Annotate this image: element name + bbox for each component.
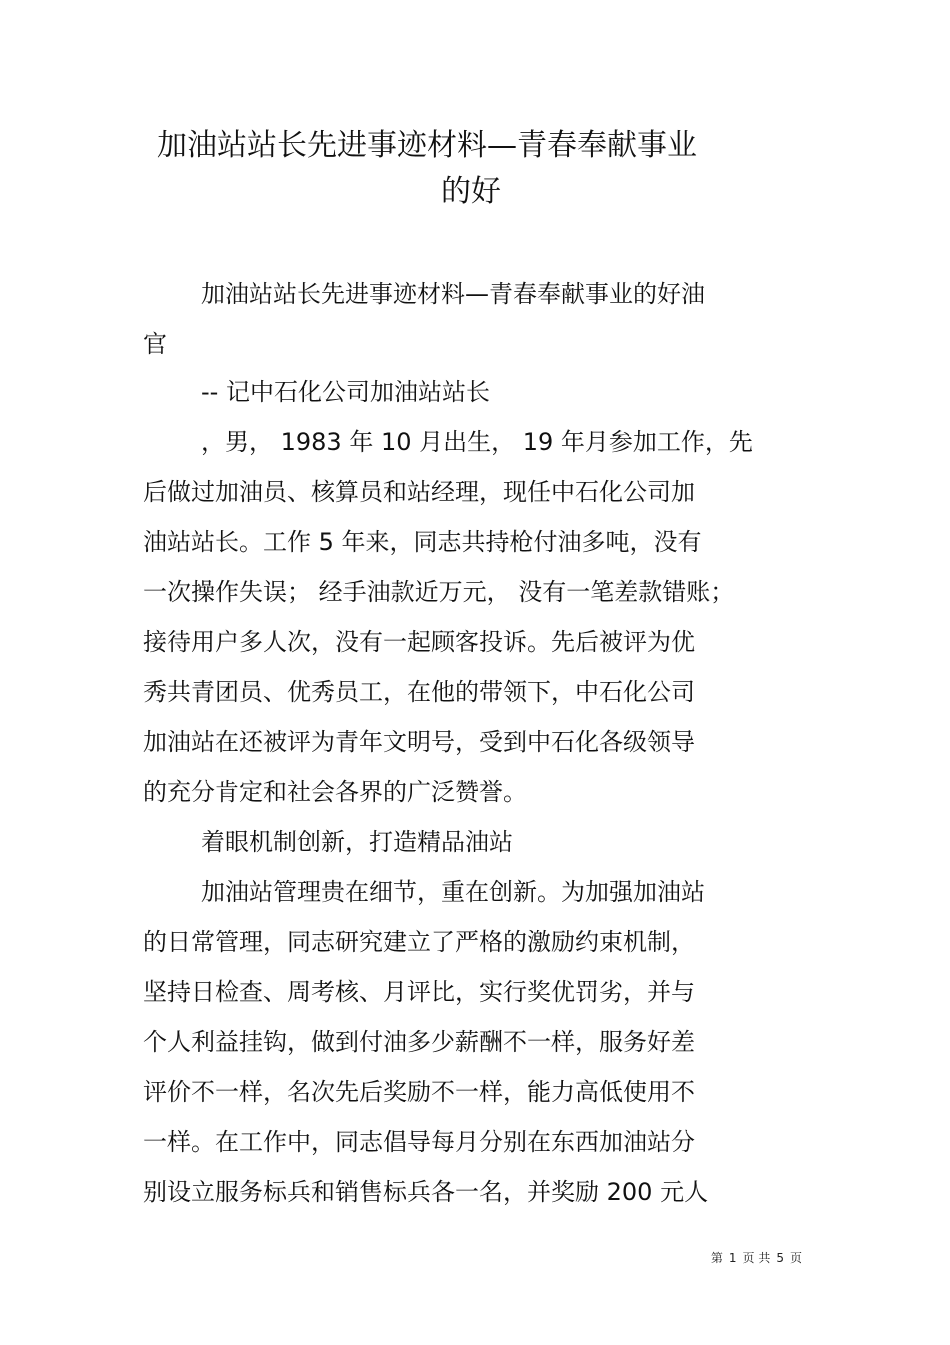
body-line-11: 的充分肯定和社会各界的广泛赞誉。 — [143, 778, 527, 806]
body-line-17: 评价不一样，名次先后奖励不一样，能力高低使用不 — [143, 1078, 695, 1106]
body-line-15: 坚持日检查、周考核、月评比，实行奖优罚劣，并与 — [143, 978, 695, 1006]
body-line-16: 个人利益挂钩，做到付油多少薪酬不一样，服务好差 — [143, 1028, 695, 1056]
footer-total-pages: 5 — [776, 1251, 784, 1265]
body-line-7: 一次操作失误； 经手油款近万元， 没有一笔差款错账； — [143, 578, 735, 606]
footer-suffix: 页 — [789, 1251, 802, 1265]
body-line-9: 秀共青团员、优秀员工，在他的带领下，中石化公司 — [143, 678, 695, 706]
body-line-19: 别设立服务标兵和销售标兵各一名，并奖励 200 元人 — [143, 1178, 709, 1206]
page-footer — [708, 1250, 805, 1266]
body-line-6: 油站站长。工作 5 年来，同志共持枪付油多吨，没有 — [143, 528, 702, 556]
body-line-18: 一样。在工作中，同志倡导每月分别在东西加油站分 — [143, 1128, 695, 1156]
body-line-3: -- 记中石化公司加油站站长 — [201, 378, 490, 406]
body-line-1: 加油站站长先进事迹材料—青春奉献事业的好油 — [201, 280, 705, 308]
body-line-10: 加油站在还被评为青年文明号，受到中石化各级领导 — [143, 728, 695, 756]
section-heading: 着眼机制创新，打造精品油站 — [201, 828, 513, 856]
body-line-5: 后做过加油员、核算员和站经理，现任中石化公司加 — [143, 478, 695, 506]
body-line-8: 接待用户多人次，没有一起顾客投诉。先后被评为优 — [143, 628, 695, 656]
body-line-14: 的日常管理，同志研究建立了严格的激励约束机制， — [143, 928, 695, 956]
footer-middle: 页 共 — [742, 1251, 771, 1265]
body-line-2: 官 — [143, 330, 167, 358]
footer-prefix: 第 — [710, 1251, 723, 1265]
document-title-line-2: 的好 — [441, 174, 501, 209]
document-title-line-1: 加油站站长先进事迹材料—青春奉献事业 — [157, 128, 697, 163]
footer-page-number: 1 — [728, 1251, 737, 1265]
body-line-13: 加油站管理贵在细节，重在创新。为加强加油站 — [201, 878, 705, 906]
body-line-4: ，男， 1983 年 10 月出生， 19 年月参加工作，先 — [201, 428, 753, 456]
